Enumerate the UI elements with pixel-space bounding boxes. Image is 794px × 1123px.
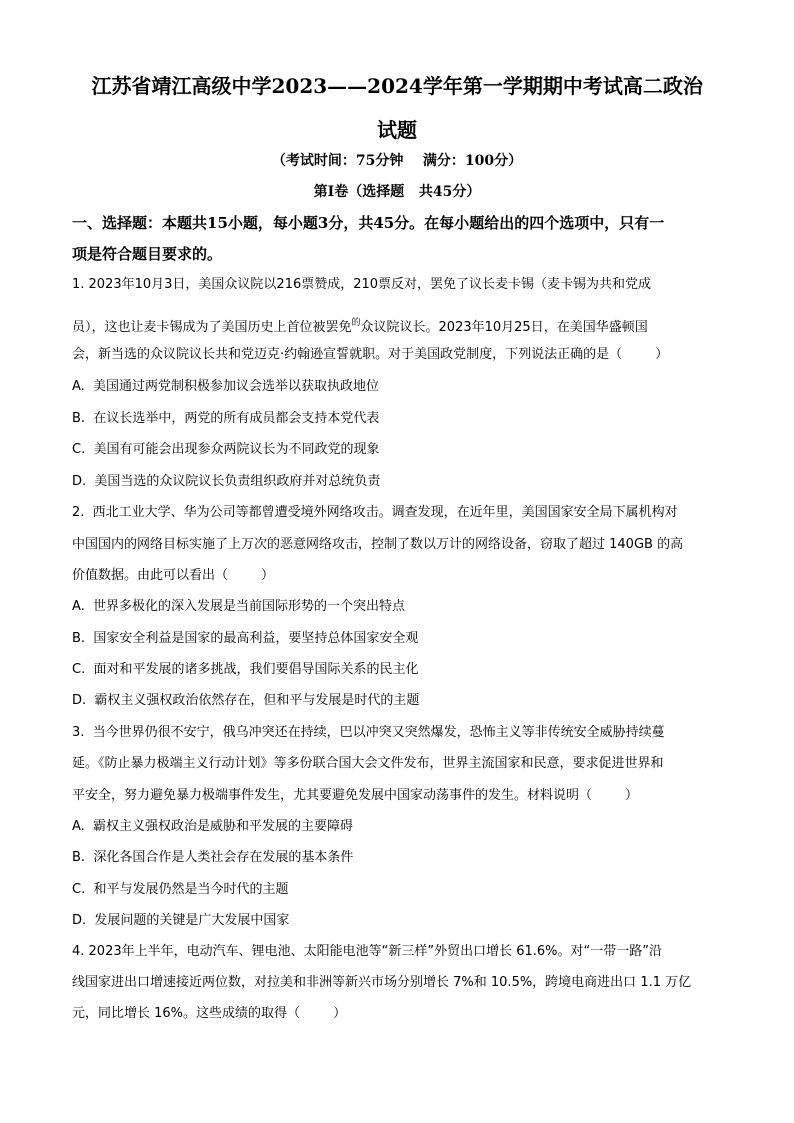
q1-option-d: D. 美国当选的众议院议长负责组织政府并对总统负责 (72, 474, 381, 489)
q1-option-c: C. 美国有可能会出现参众两院议长为不同政党的现象 (72, 442, 380, 457)
q1-stem-line-2b: 众议院议长。2023年10月25日，在美国华盛顿国 (360, 320, 648, 335)
q2-stem-line-3: 价值数据。由此可以看出（ ） (72, 568, 275, 583)
q3-option-a: A. 霸权主义强权政治是威胁和平发展的主要障碍 (72, 819, 354, 834)
q1-stem-line-2 (72, 314, 648, 337)
q1-stem-line-1: 1. 2023年10月3日，美国众议院以216票赞成，210票反对，罢免了议长麦卡锡（麦卡锡为共和党成 (72, 277, 652, 292)
section-instructions-line-1: 一、选择题：本题共15小题，每小题3分，共45分。在每小题给出的四个选项中，只有一 (72, 214, 665, 232)
q3-option-b: B. 深化各国合作是人类社会存在发展的基本条件 (72, 850, 354, 865)
q2-option-b: B. 国家安全利益是国家的最高利益，要坚持总体国家安全观 (72, 631, 419, 646)
volume-heading: 第Ⅰ卷（选择题 共45分） (313, 184, 481, 200)
section-instructions-line-2: 项是符合题目要求的。 (72, 245, 223, 263)
q4-stem-line-1: 4. 2023年上半年，电动汽车、锂电池、太阳能电池等“新三样”外贸出口增长 61.6%。对“一带一路”沿 (72, 944, 662, 959)
q1-stem-line-2a: 员），这也让麦卡锡成为了美国历史上首位被罢免 (72, 320, 352, 335)
q1-option-a: A. 美国通过两党制积极参加议会选举以获取执政地位 (72, 379, 380, 394)
q1-option-b: B. 在议长选举中，两党的所有成员都会支持本党代表 (72, 411, 380, 426)
q1-stem-superscript: 的 (351, 318, 361, 328)
q3-stem-line-2: 延。《防止暴力极端主义行动计划》等多份联合国大会文件发布，世界主流国家和民意，要求促进世界和 (72, 756, 664, 771)
q2-option-c: C. 面对和平发展的诸多挑战，我们要倡导国际关系的民主化 (72, 662, 419, 677)
q4-stem-line-3: 元，同比增长 16%。这些成绩的取得（ ） (72, 1006, 347, 1021)
q4-stem-line-2: 线国家进出口增速接近两位数，对拉美和非洲等新兴市场分别增长 7%和 10.5%，跨境电商进出口 1.1 万亿 (72, 975, 692, 990)
q3-option-c: C. 和平与发展仍然是当今时代的主题 (72, 882, 289, 897)
q1-stem-line-3: 会，新当选的众议院议长共和党迈克·约翰逊宣誓就职。对于美国政党制度，下列说法正确的是（ ） (72, 347, 669, 362)
exam-title-line-2: 试题 (377, 118, 417, 142)
q2-option-d: D. 霸权主义强权政治依然存在，但和平与发展是时代的主题 (72, 693, 420, 708)
exam-info: （考试时间：75分钟 满分：100分） (271, 153, 523, 169)
q2-option-a: A. 世界多极化的深入发展是当前国际形势的一个突出特点 (72, 599, 406, 614)
q2-stem-line-1: 2. 西北工业大学、华为公司等都曾遭受境外网络攻击。调查发现，在近年里，美国国家安全局下属机构对 (72, 505, 678, 520)
exam-title-line-1: 江苏省靖江高级中学2023——2024学年第一学期期中考试高二政治 (91, 74, 703, 98)
q3-option-d: D. 发展问题的关键是广大发展中国家 (72, 913, 290, 928)
q3-stem-line-3: 平安全，努力避免暴力极端事件发生，尤其要避免发展中国家动荡事件的发生。材料说明（ ） (72, 788, 639, 803)
q2-stem-line-2: 中国国内的网络目标实施了上万次的恶意网络攻击，控制了数以万计的网络设备，窃取了超过 140GB 的高 (72, 537, 684, 552)
q3-stem-line-1: 3. 当今世界仍很不安宁，俄乌冲突还在持续，巴以冲突又突然爆发，恐怖主义等非传统安全威胁持续蔓 (72, 725, 665, 740)
